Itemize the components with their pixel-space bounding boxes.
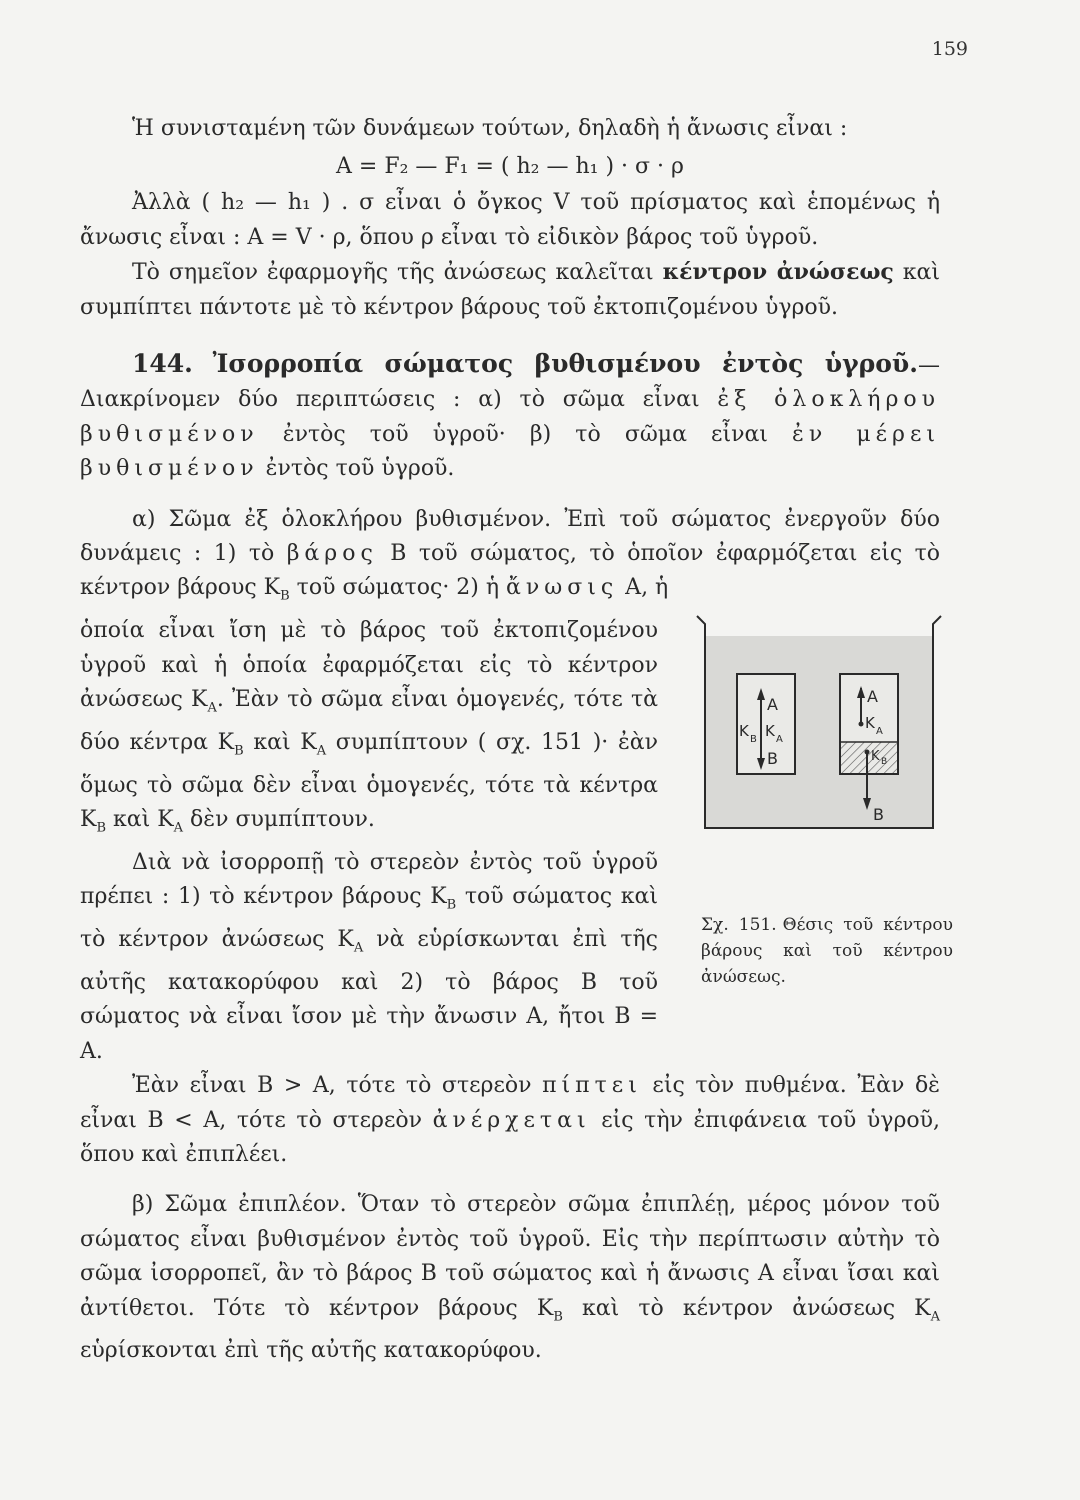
caption-text: Θέσις τοῦ κέντρου βάρους καὶ τοῦ κέντρου ἀνώσεως. xyxy=(701,915,953,988)
text: τοῦ σώματος· 2) ἡ xyxy=(289,575,507,601)
paragraph-equilibrium xyxy=(80,846,658,1069)
spaced-term: ἀνέρχεται xyxy=(432,1107,591,1133)
text: καὶ Κ xyxy=(243,729,317,755)
paragraph-centers xyxy=(80,614,658,846)
case-b xyxy=(80,1188,940,1368)
text: εἰς τὸν πυθμένα. Ἐὰν δὲ εἶναι Β < Α, τότε τὸ στερεὸν xyxy=(80,1073,940,1133)
section-144 xyxy=(80,347,940,487)
text: Τὸ σημεῖον ἐφαρμογῆς τῆς ἀνώσεως καλεῖται xyxy=(132,260,663,286)
text: ἐντὸς τοῦ ὑγροῦ· β) τὸ σῶμα εἶναι xyxy=(258,421,793,447)
label-ka1-sub: A xyxy=(776,734,783,746)
paragraph-sink-rise xyxy=(80,1069,940,1172)
text: νὰ εὑρίσκωνται ἐπὶ τῆς αὐτῆς κατακορύφου καὶ 2) τὸ βάρος Β τοῦ σώματος νὰ εἶναι ἴσον μὲ τὴν ἄνωσιν Α, ἤτοι Β = Α. xyxy=(80,927,658,1064)
case-a-label: α) Σῶμα ἐξ ὁλοκλήρου βυθισμένον. xyxy=(132,506,552,532)
center-kb2 xyxy=(865,750,870,755)
paragraph-volume: Ἀλλὰ ( h₂ — h₁ ) . σ εἶναι ὁ ὄγκος V τοῦ πρίσματος καὶ ἑπομένως ἡ ἄνωσις εἶναι : Α = V · ρ, ὅπου ρ εἶναι τὸ εἰδικὸν βάρος τοῦ ὑγροῦ. xyxy=(80,190,940,250)
text: εἰς τὴν ἐπιφάνεια τοῦ ὑγροῦ, ὅπου καὶ ἐπιπλέει. xyxy=(80,1107,940,1167)
section-number: 144. xyxy=(132,349,193,379)
text: Ἐπὶ τοῦ σώματος ἐνεργοῦν δύο δυνάμεις : 1) τὸ xyxy=(80,506,940,567)
caption-number: Σχ. 151. xyxy=(701,915,777,936)
subscript: Β xyxy=(280,588,290,604)
text: Α, ἡ xyxy=(618,575,669,601)
text: Ὅταν τὸ στερεὸν σῶμα ἐπιπλέῃ, μέρος μόνον τοῦ σώματος εἶναι βυθισμένον ἐντὸς τοῦ ὑγροῦ. Εἰς τὴν περίπτωσιν αὐτὴν τὸ σῶμα ἰσορροπεῖ, ἂν τὸ βάρος Β τοῦ σώματος καὶ ἡ ἄνωσις Α εἶναι ἴσαι καὶ ἀντίθετοι. Τότε τὸ κέντρον βάρους Κ xyxy=(80,1192,940,1321)
center-ka2 xyxy=(859,722,864,727)
section-title: Ἰσορροπία σώματος βυθισμένου ἐντὸς ὑγροῦ. xyxy=(212,349,918,379)
subscript: Β xyxy=(96,820,106,836)
label-kb2-sub: B xyxy=(881,757,888,768)
case-b-label: β) Σῶμα ἐπιπλέον. xyxy=(132,1192,347,1218)
wrap-block xyxy=(80,614,953,1069)
left-column xyxy=(80,614,658,1069)
figure-diagram xyxy=(695,614,945,830)
spaced-term: βάρος xyxy=(286,541,378,567)
text: συμπίπτουν ( σχ. 151 )· ἐὰν ὅμως τὸ σῶμα δὲν εἶναι ὁμογενές, τότε τὰ κέντρα Κ xyxy=(80,729,658,833)
intro-line: Ἡ συνισταμένη τῶν δυνάμεων τούτων, δηλαδὴ ἡ ἄνωσις εἶναι : xyxy=(132,116,848,141)
spaced-term: πίπτει xyxy=(542,1073,642,1099)
text: Διὰ νὰ ἰσορροπῇ τὸ στερεὸν ἐντὸς τοῦ ὑγροῦ πρέπει : 1) τὸ κέντρον βάρους Κ xyxy=(80,849,658,910)
text: εὑρίσκονται ἐπὶ τῆς αὐτῆς κατακορύφου. xyxy=(80,1338,542,1364)
dense-part xyxy=(841,742,897,773)
page-number: 159 xyxy=(931,38,968,60)
label-b2: B xyxy=(873,805,884,825)
spaced-term: ἐξ ὁλοκλήρου βυθισμένον xyxy=(80,387,940,447)
text: —Διακρίνομεν δύο περιπτώσεις : α) τὸ σῶμα εἶναι xyxy=(80,353,940,413)
text: τοῦ σώματος καὶ τὸ κέντρον ἀνώσεως Κ xyxy=(80,884,658,953)
text: ἐντὸς τοῦ ὑγροῦ. xyxy=(258,456,455,482)
figure-151 xyxy=(695,614,955,990)
text: καὶ τὸ κέντρον ἀνώσεως Κ xyxy=(562,1295,931,1321)
subscript: Β xyxy=(446,897,457,913)
subscript: Α xyxy=(173,820,184,836)
figure-caption xyxy=(695,912,953,990)
subscript: Α xyxy=(930,1308,941,1324)
subscript: Α xyxy=(316,743,327,759)
text: Ἐὰν εἶναι Β > Α, τότε τὸ στερεὸν xyxy=(132,1073,543,1099)
text: . Ἐὰν τὸ σῶμα εἶναι ὁμογενές, τότε τὰ δύο κέντρα Κ xyxy=(80,687,658,755)
subscript: Α xyxy=(353,940,364,956)
text: ὁποία εἶναι ἴση μὲ τὸ βάρος τοῦ ἐκτοπιζομένου ὑγροῦ καὶ ἡ ὁποία ἐφαρμόζεται εἰς τὸ κέντρον ἀνώσεως Κ xyxy=(80,618,658,713)
text: καὶ συμπίπτει πάντοτε μὲ τὸ κέντρον βάρους τοῦ ἐκτοπιζομένου ὑγροῦ. xyxy=(80,260,940,320)
label-ka2: K xyxy=(865,714,875,733)
text: δὲν συμπίπτουν. xyxy=(183,807,375,833)
subscript: Β xyxy=(553,1308,563,1324)
subscript: Α xyxy=(207,700,217,716)
text: καὶ Κ xyxy=(106,807,174,833)
paragraph-center-of-buoyancy xyxy=(80,255,940,325)
page-body xyxy=(80,112,953,1369)
text: Β τοῦ σώματος, τὸ ὁποῖον ἐφαρμόζεται εἰς τὸ κέντρον βάρους Κ xyxy=(80,541,941,601)
label-ka1: K xyxy=(765,722,775,741)
label-ka2-sub: A xyxy=(876,726,883,738)
spaced-term: ἄνωσις xyxy=(506,575,619,601)
buoyancy-formula: Α = F₂ — F₁ = ( h₂ — h₁ ) · σ · ρ xyxy=(336,154,684,180)
case-a-intro xyxy=(80,503,940,615)
spaced-term: ἐν μέρει βυθισμένον xyxy=(80,421,940,482)
label-a1: A xyxy=(767,695,778,715)
label-a2: A xyxy=(867,687,878,707)
subscript: Β xyxy=(234,743,244,759)
term-center-of-buoyancy: κέντρον ἀνώσεως xyxy=(662,259,894,286)
label-kb1-sub: B xyxy=(750,734,757,746)
label-kb2: K xyxy=(871,749,880,765)
label-b1: B xyxy=(767,749,778,769)
label-kb1: K xyxy=(739,722,749,741)
